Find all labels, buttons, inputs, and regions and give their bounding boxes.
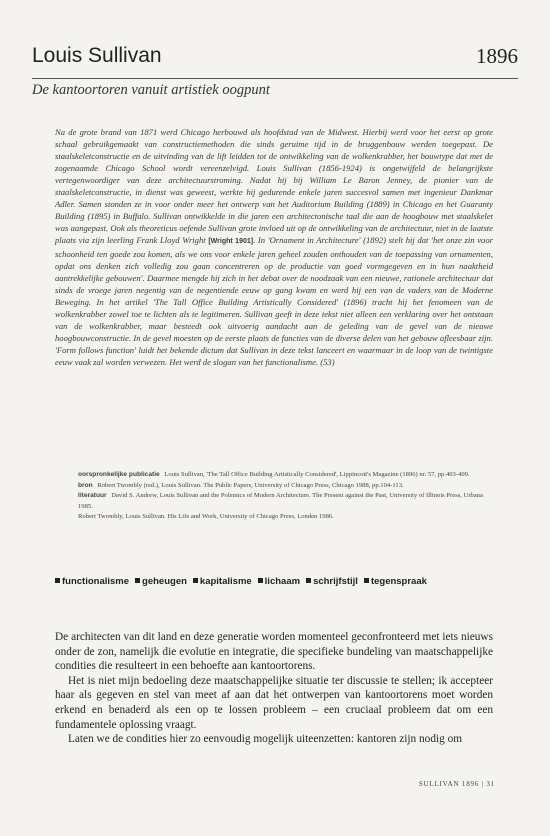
cross-reference-tag[interactable]: [Wright 1901]: [208, 238, 254, 245]
square-bullet-icon: [258, 578, 263, 583]
source-row: [78, 512, 493, 523]
source-row: [78, 491, 493, 512]
header-rule: [32, 78, 518, 79]
body-paragraph: Het is niet mijn bedoeling deze maatschappelijke situatie ter discussie te stellen; ik accepteer haar als gegeven en stel van meet af aan dat het ontwerpen van kantoortorens moet worden erkend en benaderd als een op te lossen probleem – een cruciaal probleem dat om een fundamentele oplossing vraagt.: [55, 674, 493, 731]
source-label: bron: [78, 481, 93, 489]
keyword-list: [55, 576, 427, 587]
square-bullet-icon: [193, 578, 198, 583]
keyword-item[interactable]: schrijfstijl: [306, 576, 358, 587]
source-label: oorspronkelijke publicatie: [78, 471, 160, 478]
body-paragraph: Laten we de condities hier zo eenvoudig mogelijk uiteenzetten: kantoren zijn nodig om: [68, 733, 463, 746]
source-row: [78, 481, 493, 492]
square-bullet-icon: [364, 578, 369, 583]
keyword-item[interactable]: lichaam: [258, 576, 300, 587]
intro-text-part1: Na de grote brand van 1871 werd Chicago herbouwd als hoofdstad van de Midwest. Hierbij werd voor het eerst op grote schaal gebruikgemaakt van constructiemethoden die sinds geruime tijd in de bruggenbouw werden toegepast. De staalskeletconstructie en de uitvinding van de lift leidden tot de ontwikkeling van de wolkenkrabber, het bouwtype dat met de zogenaamde Chicago School wordt vereenzelvigd. Louis Sullivan (1856-1924) is ongetwijfeld de belangrijkste vertegenwoordiger van deze architectuurstroming. Nadat hij bij William Le Baron Jenney, de pionier van de staalskeletconstructie, in dienst was geweest, werkte hij gedurende enkele jaren succesvol samen met ingenieur Dankmar Adler. Samen stonden ze in voor onder meer het ontwerp van het Auditorium Building (1889) in Chicago en het Guaranty Building (1895) in Buffalo. Sullivan ontwikkelde in die jaren een architectonische taal die aan de hoogbouw met staalskelet was aangepast. Ook als theoreticus oefende Sullivan grote invloed uit op de ontwikkeling van de architectuur, niet in de laatste plaats via zijn leerling Frank Lloyd Wright: [55, 127, 493, 245]
source-text: Robert Twombly, Louis Sullivan. His Life and Work, University of Chicago Press, Londen 1986.: [78, 513, 334, 520]
article-subtitle: De kantoortoren vanuit artistiek oogpunt: [32, 82, 270, 98]
keyword-item[interactable]: functionalisme: [55, 576, 129, 587]
intro-paragraph: [55, 126, 493, 368]
source-text: Louis Sullivan, 'The Tall Office Building Artistically Considered', Lippincott's Magazine (1896) nr. 57, pp.403-409.: [164, 471, 470, 478]
keyword-item[interactable]: kapitalisme: [193, 576, 252, 587]
keyword-item[interactable]: geheugen: [135, 576, 187, 587]
author-name: Louis Sullivan: [32, 44, 162, 67]
keyword-item[interactable]: tegenspraak: [364, 576, 427, 587]
square-bullet-icon: [135, 578, 140, 583]
source-references: [78, 470, 493, 523]
page-footer: SULLIVAN 1896 | 31: [418, 780, 495, 788]
source-text: Robert Twombly (red.), Louis Sullivan. The Public Papers, University of Chicago Press, Chicago 1988, pp.104-113.: [97, 481, 404, 489]
square-bullet-icon: [55, 578, 60, 583]
publication-year: 1896: [476, 44, 518, 68]
square-bullet-icon: [306, 578, 311, 583]
main-body-text: [55, 630, 493, 747]
source-label: literatuur: [78, 492, 107, 499]
source-row: [78, 470, 493, 481]
intro-text-part2: . In 'Ornament in Architecture' (1892) stelt hij dat 'het onze zin voor schoonheid ten goede zou komen, als we ons voor enkele jaren geheel zouden onthouden van de toepassing van ornamenten, opdat ons denken zich volledig zou gaan concentreren op de productie van goed vormgegeven en in hun naaktheid aantrekkelijke gebouwen'. Daarmee mengde hij zich in het debat over de noodzaak van een nieuwe, rationele architectuur dat sinds de vroege jaren negentig van de negentiende eeuw op gang kwam en werd hij een van de vaders van de Moderne Beweging. In het artikel 'The Tall Office Building Artistically Considered' (1896) tracht hij het fenomeen van de wolkenkrabber zowel toe te lichten als te legitimeren. Sullivan geeft in deze tekst niet alleen een verklaring over het ontstaan van de wolkenkrabber, maar besteedt ook uitvoerig aandacht aan de geleding van de gevel van de nieuwe hoogbouwconstructie. In de gevel moesten op de eerste plaats de functies van de diverse delen van het gebouw afleesbaar zijn. 'Form follows function' luidt het bekende dictum dat Sullivan in deze tekst lanceert en waarmaar in de loop van de twintigste eeuw vaak zal worden verwezen. Het werd de slogan van het functionalisme. (53): [55, 235, 493, 367]
body-paragraph: De architecten van dit land en deze generatie worden momenteel geconfronteerd met iets nieuws onder de zon, namelijk die evolutie en integratie, die specifieke bundeling van maatschappelijke condities die resulteert in een behoefte aan kantoortorens.: [55, 631, 493, 673]
source-text: David S. Andrew, Louis Sullivan and the Polemics of Modern Architecture. The Present against the Past, University of Illinois Press, Urbana 1985.: [78, 492, 483, 510]
